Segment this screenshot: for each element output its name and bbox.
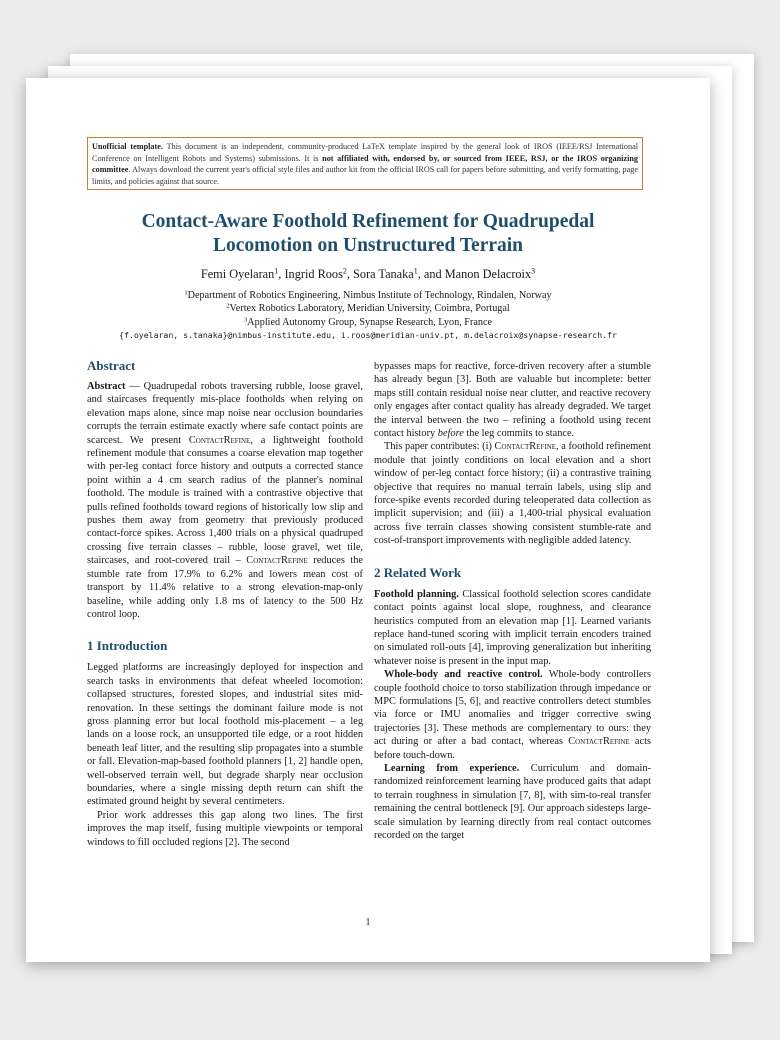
abstract-text	[87, 380, 363, 621]
notice-bold: not affiliated with, endorsed by, or sourced from IEEE, RSJ, or the IROS organizing committee	[92, 153, 638, 175]
related-text: Whole-body controllers couple foothold choice to torso stabilization through impedance or MPC formulations [5, 6], and reactive controllers detect stumbles via force or IMU anomalies and trigger corrective swing trajectories [3]. These methods are complementary to ours: they act during or after a bad contact, whereas	[374, 669, 651, 748]
author-emails: {f.oyelaran, s.tanaka}@nimbus-institute.edu, i.roos@meridian-univ.pt, m.delacroix@synapse-research.fr	[119, 329, 617, 340]
paper-page	[26, 78, 710, 962]
intro-paragraph-2: Prior work addresses this gap along two lines. The first improves the map itself, fusing multiple viewpoints or temporal windows to fill occluded regions [2]. The second	[87, 809, 363, 848]
related-work-heading: 2 Related Work	[374, 564, 462, 580]
emphasis: before	[437, 428, 464, 440]
affil-mark: 3	[243, 315, 248, 323]
author-name: Femi Oyelaran	[200, 267, 275, 281]
author-name: Ingrid Roos	[284, 267, 343, 281]
intro-text: bypasses maps for reactive, force-driven recovery after a stumble has already begun [3]. Both are valuable but incomplete: better maps still contain residual noise near clutter, and reactive recovery only engages after contact quality has already degraded. We target the interval between the two – refining a foothold using recent contact history	[374, 361, 651, 440]
intro-paragraph-3	[374, 440, 651, 547]
author-separator: ,	[278, 267, 285, 281]
affiliation-line	[26, 289, 710, 302]
abstract-label: Abstract	[87, 381, 126, 392]
author-separator: ,	[346, 267, 354, 281]
related-paragraph-learning	[374, 762, 651, 842]
affiliation-block	[26, 289, 710, 342]
affil-text: Department of Robotics Engineering, Nimbus Institute of Technology, Rindalen, Norway	[187, 290, 552, 301]
right-column	[374, 360, 651, 842]
method-name: ContactRefine	[568, 736, 630, 748]
affil-mark: 2	[226, 302, 230, 310]
runin-heading: Foothold planning.	[374, 588, 459, 600]
intro-paragraph-1: Legged platforms are increasingly deployed for inspection and search tasks in environments that defeat wheeled locomotion: collapsed structures, forested slopes, and industrial sites mid-renovation. In these settings the dominant failure mode is not gross planning error but local foothold mis-placement – a leg lands on a loose rock, an unsupported tile edge, or a root hidden beneath leaf litter, and the resulting slip propagates into a stumble or fall. Elevation-map-based foothold planners [1, 2] handle open, well-observed terrain well, but degrade sharply near occlusion boundaries, where a single missing depth return can shift the estimated ground height by several centimeters.	[87, 662, 363, 808]
author-separator: , and	[417, 267, 445, 281]
abstract-part-3: reduces the stumble rate from 17.9% to 6.2% and lowers mean cost of transport by 11.4% relative to a strong elevation-map-only baseline, while adding only 1.8 ms of latency to the 500 Hz control loop.	[87, 555, 363, 620]
notice-lead: Unofficial template.	[92, 142, 163, 151]
notice-text-1: This document is an independent, community-produced LaTeX template inspired by the general look of IROS (IEEE/RSJ International Conference on Intelligent Robots and Systems) submissions. It is	[92, 142, 638, 163]
author-list	[26, 267, 710, 281]
title-line-2: Locomotion on Unstructured Terrain	[212, 235, 524, 256]
affil-text: Applied Autonomy Group, Synapse Research, Lyon, France	[247, 316, 493, 328]
related-paragraph-whole-body	[374, 668, 651, 762]
author-affil-mark: 1	[274, 266, 279, 276]
left-column	[87, 358, 363, 849]
affiliation-line	[26, 316, 710, 329]
author-affil-mark: 1	[413, 266, 418, 276]
paper-title	[26, 210, 710, 258]
method-name: ContactRefine	[188, 434, 251, 446]
abstract-heading: Abstract	[87, 358, 136, 373]
unofficial-template-notice	[87, 137, 643, 190]
author-name: Sora Tanaka	[353, 267, 414, 281]
intro-text: the leg commits to stance.	[463, 428, 575, 440]
notice-text-2: . Always download the current year's official style files and author kit from the official IROS call for papers before submitting, and verify formatting, page limits, and policies against that source.	[92, 165, 638, 186]
abstract-part-2: , a lightweight foothold refinement module that consumes a coarse elevation map together with per-leg contact force history and outputs a corrected stance point within a 4 cm search radius of the planner's nominal foothold. The module is trained with a contrastive objective that pulls refined footholds toward regions of historically low slip and pushes them away from geometry that previously produced contact-force spikes. Across 1,400 trials on a physical quadruped crossing five terrain classes – rubble, loose gravel, wet tile, staircases, and root-covered trail –	[87, 434, 363, 567]
related-paragraph-foothold-planning	[374, 588, 651, 668]
method-name: ContactRefine	[494, 441, 557, 453]
affil-text: Vertex Robotics Laboratory, Meridian University, Coimbra, Portugal	[229, 303, 510, 315]
runin-heading: Whole-body and reactive control.	[384, 669, 543, 681]
author-name: Manon Delacroix	[444, 267, 532, 281]
intro-text: , a foothold refinement module that jointly conditions on local elevation and a short window of per-leg contact force history; (ii) a contrastive training objective that requires no manual terrain labels, using slip and force-spike events recorded during teleoperated data collection as implicit supervision; and (iii) a 1,400-trial physical evaluation across five terrain classes showing consistent stumble-rate and cost-of-transport improvements with negligible added latency.	[374, 441, 651, 547]
title-line-1: Contact-Aware Foothold Refinement for Quadrupedal	[141, 211, 595, 232]
related-text: acts before touch-down.	[374, 736, 651, 761]
intro-text: This paper contributes: (i)	[384, 441, 495, 453]
related-text: Curriculum and domain-randomized reinforcement learning have produced gaits that adapt to terrain roughness in simulation [7, 8], with sim-to-real transfer remaining the central bottleneck [9]. Our approach sidesteps large-scale simulation by learning directly from real contact outcomes recorded on the target	[374, 762, 651, 841]
affil-mark: 1	[184, 289, 188, 297]
author-affil-mark: 2	[342, 266, 347, 276]
author-affil-mark: 3	[531, 266, 536, 276]
affiliation-line	[26, 302, 710, 315]
related-text: Classical foothold selection scores candidate contact points against local slope, roughness, and clearance heuristics computed from an elevation map [1]. Learned variants replace hand-tuned scoring with implicit terrain encoders trained on simulated roll-outs [4], improving generalization but inheriting whatever noise is present in the input map.	[374, 588, 651, 667]
page-number: 1	[365, 917, 371, 928]
abstract-part-1: Quadrupedal robots traversing rubble, loose gravel, and staircases frequently mis-place footholds when relying on elevation maps alone, since map noise near occlusion boundaries corrupts the terrain estimate exactly where safe contact points are scarcest. We present	[87, 381, 363, 446]
introduction-heading: 1 Introduction	[87, 638, 168, 654]
runin-heading: Learning from experience.	[384, 762, 520, 774]
abstract-dash: —	[125, 381, 144, 392]
intro-paragraph-2-continued	[374, 360, 651, 440]
method-name: ContactRefine	[246, 555, 308, 567]
